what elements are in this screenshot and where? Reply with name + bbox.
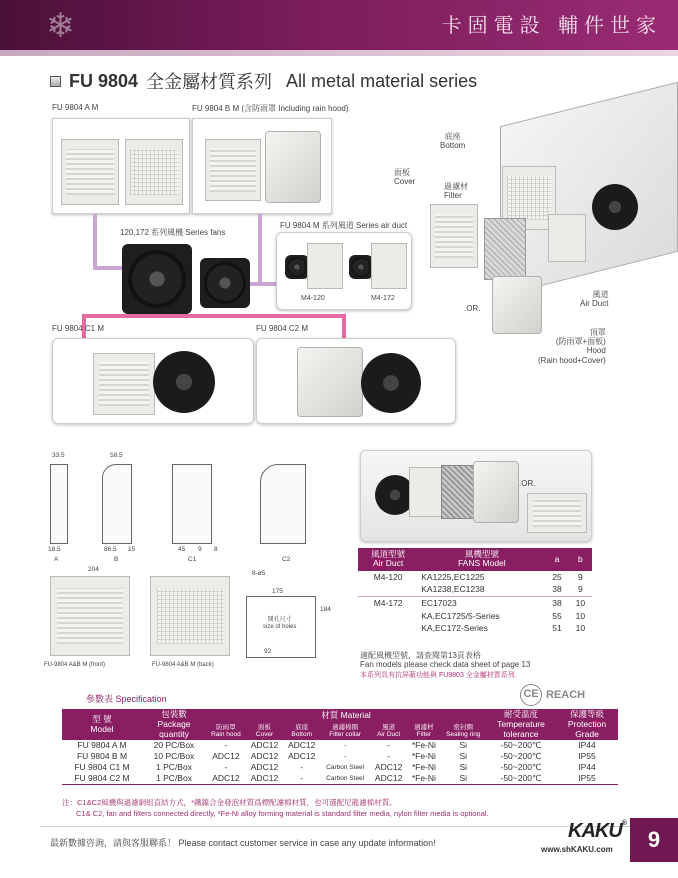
duct-120-image: [307, 243, 343, 289]
drawing-label-c1: C1: [188, 556, 197, 563]
table-row: KA,EC1725/5-Series 55 10: [421, 610, 586, 621]
dim-4: 86.5: [104, 546, 117, 553]
table-row: FU 9804 A M 20 PC/Box - ADC12 ADC12 - - *Fe-Ni Si -50~200℃ IP44: [77, 740, 596, 751]
label-bottom-en: Bottom: [440, 141, 466, 151]
label-hood-en: Hood: [586, 346, 606, 356]
label-airduct-en: Air Duct: [580, 299, 609, 309]
hood-part-image: [492, 276, 542, 334]
technical-drawings: [38, 446, 348, 674]
header-brand: 卡固電設 輔件世家: [441, 13, 662, 37]
dim-9: 204: [88, 566, 99, 573]
drawing-c1: [172, 464, 212, 544]
label-hood-en2: (Rain hood+Cover): [538, 355, 606, 365]
spec-sub-duct: 風道 Air Duct: [370, 722, 407, 740]
fan-c1-image: [153, 351, 215, 413]
label-fu-c1: FU 9804 C1 M: [52, 324, 105, 333]
label-cover-cn: 面板: [394, 168, 410, 177]
label-fu-a: FU 9804 A M: [52, 103, 99, 112]
holes-cn: 開孔尺寸: [267, 617, 292, 623]
grille-back-image: [125, 139, 183, 205]
reach-label: REACH: [546, 689, 586, 701]
fan-table-header-b: b: [569, 548, 592, 571]
kaku-logo: KAKU®: [568, 820, 626, 842]
footer-divider: [40, 826, 638, 827]
footer-url[interactable]: www.shKAKU.com: [541, 845, 613, 854]
footer-text: 最新數據咨詢，請與客服聯系！ Please contact customer service in case any update information!: [50, 838, 436, 848]
title-bullet-icon: [50, 76, 61, 87]
label-fu-b: FU 9804 B M (含防雨罩 Including rain hood): [192, 104, 349, 113]
table-row: FU 9804 B M 10 PC/Box ADC12 ADC12 ADC12 - - *Fe-Ni Si -50~200℃ IP55: [76, 751, 596, 762]
fan-172-image: [200, 258, 250, 308]
label-fu-m: FU 9804 M 系列風道 Series air duct: [280, 221, 408, 230]
drawing-holes: [246, 596, 316, 658]
spec-notes: [62, 797, 489, 819]
label-m4-172: M4-172: [371, 295, 395, 302]
spec-header-temp: 耐受溫度 Temperature tolerance: [486, 709, 556, 740]
page-title: [50, 68, 477, 94]
grille-c1-image: [93, 353, 155, 415]
table-row: FU 9804 C2 M 1 PC/Box ADC12 ADC12 - Carbon Steel ADC12 *Fe-Ni Si -50~200℃ IP55: [62, 773, 618, 785]
ce-icon: CE: [520, 684, 542, 706]
title-model: FU 9804: [69, 70, 139, 91]
hood-b-image: [265, 131, 321, 203]
snowflake-icon: ❄: [46, 6, 75, 46]
spec-note-1: 注：C1&C2風機與過濾網組直結方式，*鐵鎳合金發泡材質爲標配濾棉材質，也可選配尼龍濾棉材質。: [62, 798, 397, 807]
fan-table-header-duct: 風道型號 Air Duct: [358, 548, 418, 571]
exploded-diagram: [394, 100, 678, 380]
label-filter-cn: 過濾材: [444, 182, 468, 191]
spec-header-pkg: 包裝數 Package quantity: [142, 709, 206, 740]
photo-fu-c1: [52, 338, 254, 424]
spec-heading: 參數表 Specification: [86, 694, 167, 704]
table-row: M4-120 KA1225,EC1225 25 9: [373, 571, 583, 582]
photo-fu-b: [192, 118, 332, 214]
drawing-front: [50, 576, 130, 656]
filter-part-image: [484, 218, 526, 280]
spec-header-model: 型 號 Model: [62, 709, 142, 740]
photo-fu-a: [52, 118, 190, 214]
dim-3: 18.5: [48, 546, 61, 553]
label-or-1: .OR.: [464, 304, 481, 313]
fan-120-image: [122, 244, 192, 314]
label-hood-cn1: 頂罩: [589, 328, 606, 337]
drawing-c2: [260, 464, 306, 544]
cover-part-image: [430, 204, 478, 268]
airduct-part-image: [548, 214, 586, 262]
label-bottom-cn: 底座: [444, 132, 461, 141]
fan-note-en: Fan models please check data sheet of page 13: [360, 660, 531, 669]
dim-5: 15: [128, 546, 136, 553]
spec-sub-hood: 防雨罩 Rain hood: [206, 722, 246, 740]
dim-2: 58.5: [110, 452, 123, 459]
grille-front-image: [61, 139, 119, 205]
drawing-front-label: FU-9804 A&B M (front): [44, 662, 106, 668]
title-en: All metal material series: [286, 70, 478, 91]
title-cn: 全金屬材質系列: [146, 72, 273, 92]
fan-model-table: [358, 548, 592, 635]
fan-table-header-fan: 風機型號 FANS Model: [418, 548, 545, 571]
spec-table: [62, 709, 618, 785]
dim-10: 175: [272, 588, 283, 595]
label-m4-120: M4-120: [301, 295, 325, 302]
dim-6: 45: [178, 546, 186, 553]
page-number: 9: [630, 818, 678, 862]
label-or-2: .OR.: [519, 479, 536, 488]
dim-1: 33.5: [52, 452, 65, 459]
label-filter-en: Filter: [444, 191, 462, 201]
label-hood-cn2: (防雨罩+面板): [555, 337, 606, 347]
fan-note-cn: 適配風機型號，請查閱第13頁表格: [360, 651, 481, 660]
dim-12: 92: [264, 648, 272, 655]
label-airduct-cn: 風道: [592, 290, 609, 299]
photo-exploded: [360, 450, 592, 542]
duct-172-image: [371, 243, 407, 289]
drawing-b: [102, 464, 132, 544]
table-row: M4-172 EC17023 38 10: [358, 596, 592, 609]
fan-table-header-a: a: [545, 548, 568, 571]
reach-badge: [520, 684, 585, 706]
drawing-back-label: FU-9804 A&B M (back): [152, 662, 214, 668]
drawing-a: [50, 464, 68, 544]
fan-note-red: 本系列具有抗屏蔽功能與 FU9803 全金屬材質系列.: [360, 672, 517, 679]
fan-part-image: [592, 184, 638, 230]
spec-note-2: C1& C2, fan and filters connected directly, *Fe-Ni alloy forming material is standard filter media, nylon filter media is optional.: [76, 809, 489, 818]
grille-b-image: [205, 139, 261, 201]
spec-sub-cover: 面板 Cover: [246, 722, 283, 740]
holes-en: size of holes: [263, 624, 297, 631]
label-fu-c2: FU 9804 C2 M: [256, 324, 309, 333]
label-cover-en: Cover: [394, 177, 416, 187]
table-row: FU 9804 C1 M 1 PC/Box - ADC12 - Carbon Steel ADC12 *Fe-Ni Si -50~200℃ IP44: [74, 762, 596, 773]
dim-7: 9: [198, 546, 202, 553]
header-band: [0, 0, 678, 50]
spec-sub-collar: 過濾棉圈 Filter collar: [320, 722, 370, 740]
drawing-label-b: B: [114, 556, 119, 563]
label-series-fans: 120,172 系列風機 Series fans: [120, 228, 226, 237]
dim-8: 8: [214, 546, 218, 553]
spec-sub-filter: 過濾材 Filter: [407, 722, 440, 740]
photo-fu-m: [276, 232, 412, 310]
dim-11: 184: [320, 606, 331, 613]
spec-header-grade: 保護等級 Protection Grade: [556, 709, 618, 740]
spec-sub-bottom: 底座 Bottom: [283, 722, 320, 740]
drawing-label-a: A: [54, 556, 59, 563]
spec-header-material: 材質 Material: [206, 709, 486, 722]
hood-c2-image: [297, 347, 363, 417]
dim-13: 8-ø5: [252, 570, 266, 577]
fan-c2-image: [361, 353, 421, 413]
drawing-back: [150, 576, 230, 656]
table-row: KA,EC172-Series 51 10: [421, 623, 586, 634]
table-row: KA1238,EC1238 38 9: [421, 584, 583, 595]
drawing-label-c2: C2: [282, 556, 291, 563]
header-subband: [0, 50, 678, 56]
spec-sub-seal: 密封圈 Sealing ring: [441, 722, 486, 740]
